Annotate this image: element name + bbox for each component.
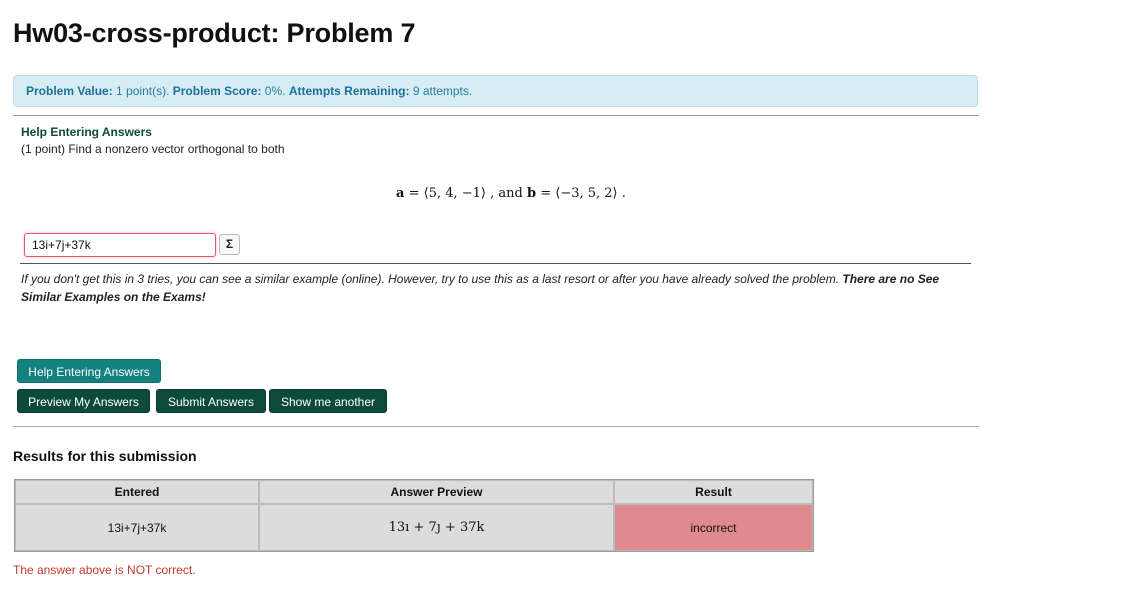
- attempts-remaining: 9 attempts.: [412, 84, 473, 98]
- problem-info-box: [13, 75, 978, 107]
- hint-body: If you don't get this in 3 tries, you can see a similar example (online). However, try to use this as a last resort or after you have already solved the problem.: [21, 272, 840, 286]
- hint-bold: There are no See Similar Examples on the Exams!: [21, 272, 940, 304]
- page-title: Hw03-cross-product: Problem 7: [13, 18, 416, 48]
- problem-score: 0%.: [264, 84, 286, 98]
- vector-b-label: b: [526, 186, 537, 201]
- problem-math: [396, 186, 626, 201]
- answer-input[interactable]: [24, 233, 216, 257]
- results-table: [14, 479, 814, 552]
- vector-a-label: a: [396, 186, 405, 201]
- vector-b-value: = ⟨−3, 5, 2⟩ .: [540, 186, 626, 201]
- preview-cell: 13ı + 7ȷ + 37k: [259, 504, 614, 551]
- preview-answers-button[interactable]: Preview My Answers: [17, 389, 150, 413]
- results-title: Results for this submission: [13, 448, 197, 464]
- divider: [13, 426, 979, 427]
- help-entering-answers-link[interactable]: Help Entering Answers: [21, 125, 152, 139]
- divider: [13, 115, 979, 116]
- vector-a-value: = ⟨5, 4, −1⟩ ,: [408, 186, 495, 201]
- results-header-row: [15, 480, 813, 504]
- help-entering-answers-button[interactable]: Help Entering Answers: [17, 359, 161, 383]
- table-row: [15, 504, 813, 551]
- entered-cell: 13i+7j+37k: [15, 504, 259, 551]
- attempts-remaining-label: Attempts Remaining:: [288, 84, 410, 98]
- show-another-button[interactable]: Show me another: [269, 389, 387, 413]
- feedback-message: The answer above is NOT correct.: [13, 563, 196, 577]
- column-header-entered: Entered: [15, 480, 259, 504]
- column-header-preview: Answer Preview: [259, 480, 614, 504]
- hint-text: [21, 270, 971, 306]
- result-cell: incorrect: [614, 504, 813, 551]
- submit-answers-button[interactable]: Submit Answers: [156, 389, 266, 413]
- and-text: and: [498, 186, 523, 201]
- divider: [20, 263, 971, 264]
- equation-editor-button[interactable]: Σ: [219, 234, 240, 255]
- problem-prompt: (1 point) Find a nonzero vector orthogonal to both: [21, 142, 285, 156]
- problem-value-label: Problem Value:: [26, 84, 113, 98]
- problem-value: 1 point(s).: [116, 84, 170, 98]
- column-header-result: Result: [614, 480, 813, 504]
- problem-score-label: Problem Score:: [172, 84, 262, 98]
